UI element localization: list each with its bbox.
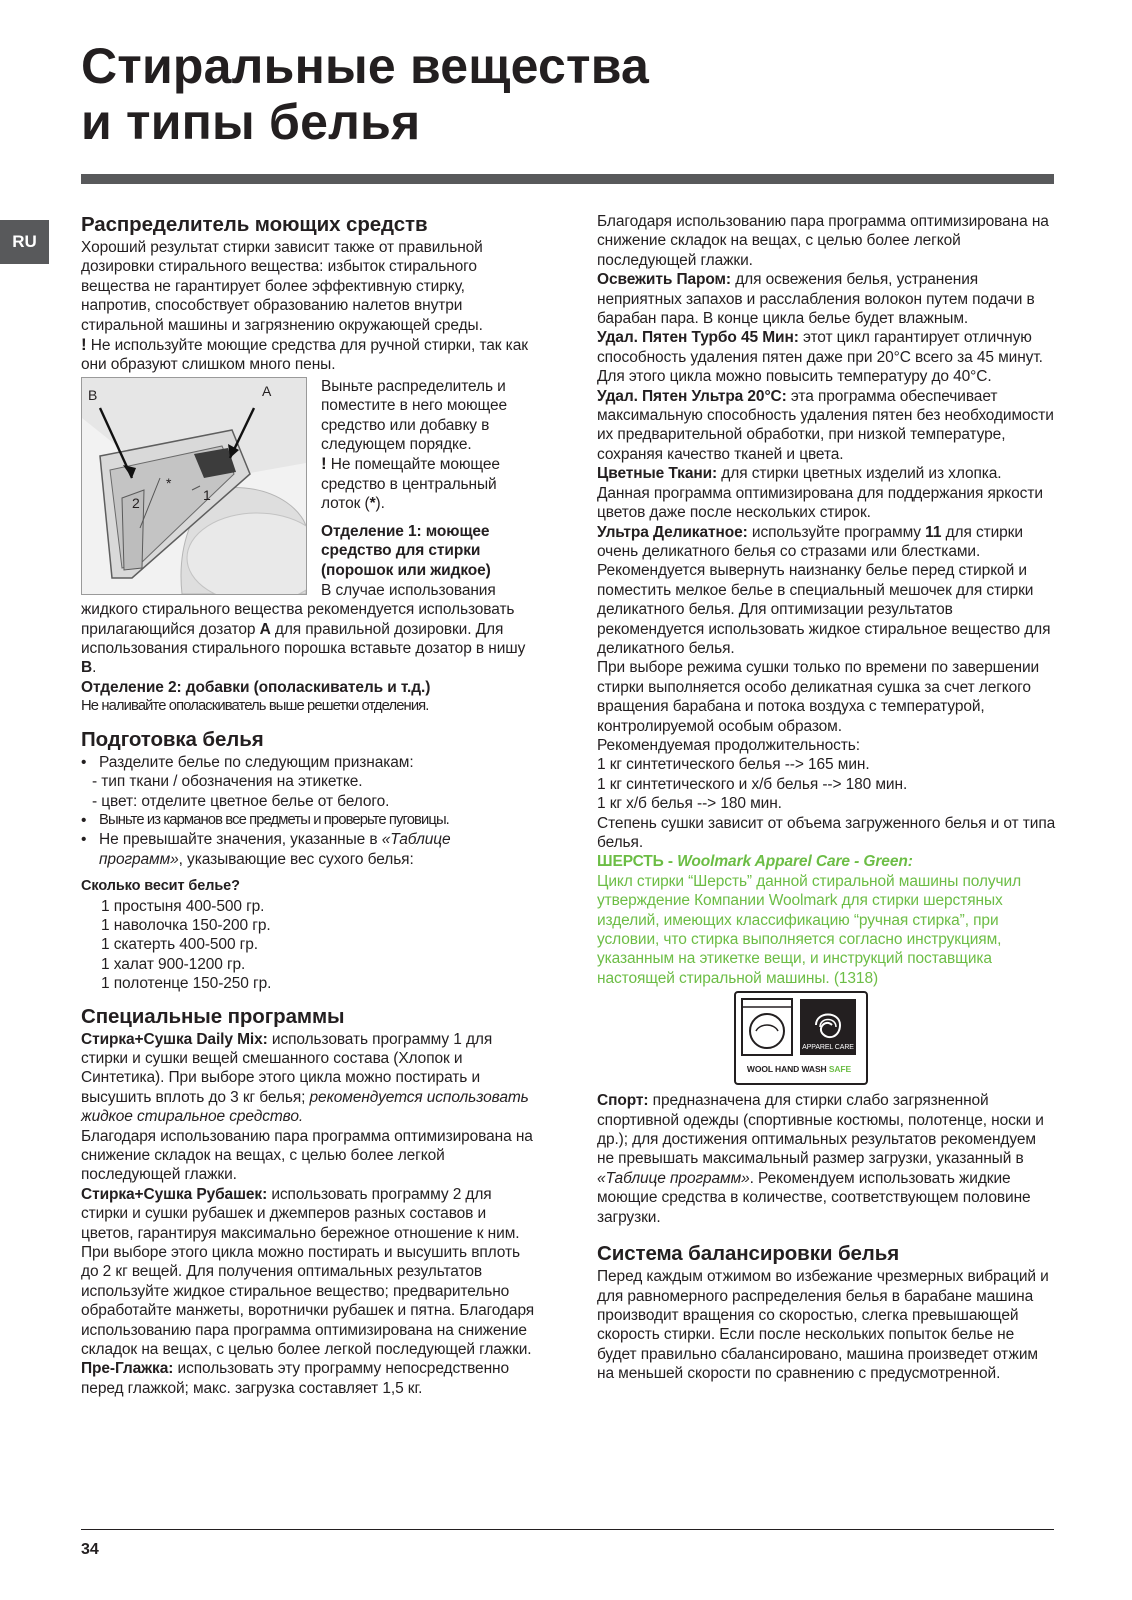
program-steam-refresh: Освежить Паром: для освежения белья, устранения неприятных запахов и расслабления волокон путем подачи в барабан пара. В конце цикла белье будет влажным. bbox=[597, 271, 1035, 328]
list-item: • Выньте из карманов все предметы и проверьте пуговицы. bbox=[81, 811, 449, 829]
weight-item: 1 простыня 400-500 гр. bbox=[101, 897, 265, 915]
label-2: 2 bbox=[132, 494, 140, 511]
duration-item: 1 кг синтетического и х/б белья --> 180 мин. bbox=[597, 775, 908, 793]
weight-item: 1 полотенце 150-250 гр. bbox=[101, 975, 272, 993]
drying-degree-note: Степень сушки зависит от объема загруженного белья и от типа белья. bbox=[597, 814, 1056, 851]
label-b: B bbox=[88, 386, 98, 403]
list-item: • Разделите белье по следующим признакам: bbox=[81, 753, 414, 771]
delicate-drying: При выборе режима сушки только по времени по завершении стирки выполняется особо деликатная сушка за счет легкого вращения барабана и потока воздуха с температурой, контролируемой особым образом. bbox=[597, 659, 1040, 735]
weight-item: 1 наволочка 150-200 гр. bbox=[101, 916, 271, 934]
dispenser-heading: Распределитель моющих средств bbox=[81, 213, 428, 236]
delicate-advice: Рекомендуется вывернуть наизнанку белье перед стиркой и поместить мелкое белье в специальный мешочек для стирки деликатного белья. Для оптимизации результатов рекомендуется использовать жидкое стиральное вещество для деликатного белья. bbox=[597, 562, 1051, 657]
title-line-1: Стиральные вещества bbox=[81, 38, 649, 94]
dispenser-figure-block bbox=[81, 377, 537, 631]
dispenser-drawing bbox=[82, 378, 306, 594]
duration-title: Рекомендуемая продолжительность: bbox=[597, 736, 860, 754]
balance-heading: Система балансировки белья bbox=[597, 1242, 900, 1266]
program-sport: Спорт: предназначена для стирки слабо загрязненной спортивной одежды (спортивные костюмы, полотенце, носки и др.); для достижения оптимальных результатов рекомендуем не превышать максимальный размер загрузки, указанный в «Таблице программ». Рекомендуем использовать жидкие моющие средства в количестве, соответствующем половине загрузки. bbox=[597, 1092, 1044, 1226]
balance-text: Перед каждым отжимом во избежание чрезмерных вибраций и для равномерного распределения белья в барабане машина производит вращения со скоростью, слегка превышающей скорость стирки. Если после нескольких попыток белье не будет правильно сбалансировано, машина произведет отжим на меньшей скорости по сравнению с предусмотренной. bbox=[597, 1268, 1049, 1383]
program-stain-ultra: Удал. Пятен Ультра 20°С: эта программа обеспечивает максимальную способность удаления пятен без необходимости их предварительной обработки, при низкой температуре, сохраняя качество тканей и цвета. bbox=[597, 387, 1054, 463]
figure-side-text bbox=[321, 377, 537, 580]
center-tray-warning: ! Не помещайте моющее средство в центральный лоток (*). bbox=[321, 454, 500, 513]
page-title bbox=[81, 38, 649, 150]
label-star: * bbox=[166, 474, 172, 491]
title-line-2: и типы белья bbox=[81, 94, 421, 150]
steam-note: Благодаря использованию пара программа оптимизирована на снижение складок на вещах, с целью более легкой последующей глажки. bbox=[597, 213, 1049, 269]
program-colours: Цветные Ткани: для стирки цветных изделий из хлопка. Данная программа оптимизирована для поддержания яркости цветов даже после нескольких стирок. bbox=[597, 465, 1043, 522]
label-a: A bbox=[262, 382, 272, 399]
compartment-2-text: Не наливайте ополаскиватель выше решетки отделения. bbox=[81, 698, 429, 715]
weights-title: Сколько весит белье? bbox=[81, 878, 240, 895]
wool-title: ШЕРСТЬ - Woolmark Apparel Care - Green: bbox=[597, 853, 913, 871]
list-subitem: - тип ткани / обозначения на этикетке. bbox=[92, 773, 363, 791]
compartment-2-title: Отделение 2: добавки (ополаскиватель и т.д.) bbox=[81, 678, 431, 696]
program-daily-mix: Стирка+Сушка Daily Mix: использовать программу 1 для стирки и сушки вещей смешанного состава (Хлопок и Синтетика). При выборе этого цикла можно постирать и высушить вплоть до 3 кг белья; рекомендуется использовать жидкое стиральное средство. bbox=[81, 1030, 529, 1126]
warning-icon: ! bbox=[321, 454, 327, 474]
title-rule bbox=[81, 174, 1054, 184]
program-stain-turbo: Удал. Пятен Турбо 45 Мин: этот цикл гарантирует отличную способность удаления пятен даже при 20°С всего за 45 минут. Для этого цикла можно повысить температуру до 40°С. bbox=[597, 329, 1043, 386]
warning-icon: ! bbox=[81, 335, 87, 355]
label-1: 1 bbox=[203, 486, 211, 503]
language-tab: RU bbox=[0, 220, 49, 264]
dispenser-instructions: Выньте распределитель и поместите в него моющее средство или добавку в следующем порядке. bbox=[321, 377, 508, 454]
logo-apparel-care: APPAREL CARE bbox=[802, 1044, 854, 1052]
steam-note: Благодаря использованию пара программа оптимизирована на снижение складок на вещах, с целью более легкой последующей глажки. bbox=[81, 1127, 533, 1184]
woolmark-icon bbox=[736, 993, 862, 1079]
special-heading: Специальные программы bbox=[81, 1004, 345, 1028]
weight-item: 1 халат 900-1200 гр. bbox=[101, 955, 246, 973]
prep-heading: Подготовка белья bbox=[81, 727, 264, 751]
compartment-1-text: В случае использования жидкого стирального вещества рекомендуется использовать прилагающийся дозатор A для правильной дозировки. Для использования стирального порошка вставьте дозатор в нишу B. bbox=[81, 581, 526, 677]
program-pre-iron: Пре-Глажка: использовать эту программу непосредственно перед глажкой; макс. загрузка составляет 1,5 кг. bbox=[81, 1360, 510, 1397]
weight-item: 1 скатерть 400-500 гр. bbox=[101, 936, 258, 954]
list-subitem: - цвет: отделите цветное белье от белого. bbox=[92, 792, 390, 810]
dispenser-warning: ! Не используйте моющие средства для ручной стирки, так как они образуют слишком много пены. bbox=[81, 335, 528, 374]
program-shirts: Стирка+Сушка Рубашек: использовать программу 2 для стирки и сушки рубашек и джемперов разных составов и цветов, гарантируя максимально бережное отношение к ним. При выборе этого цикла можно постирать и высушить вплоть до 2 кг вещей. Для получения оптимальных результатов используйте жидкое стиральное вещество; предварительно обработайте манжеты, воротнички рубашек и пятна. Благодаря использованию пара программа оптимизирована на снижение складок на вещах, с целью более легкой последующей глажки. bbox=[81, 1185, 535, 1359]
program-ultra-delicate: Ультра Деликатное: используйте программу 11 для стирки очень деликатного белья со стразами или блестками. bbox=[597, 523, 1023, 560]
duration-item: 1 кг х/б белья --> 180 мин. bbox=[597, 795, 782, 813]
dispenser-intro: Хороший результат стирки зависит также от правильной дозировки стирального вещества: избыток стирального вещества не гарантирует более эффективную стирку, напротив, способствует образованию налетов внутри стиральной машины и загрязнению окружающей среды. bbox=[81, 239, 483, 334]
footer-rule bbox=[81, 1529, 1054, 1530]
duration-item: 1 кг синтетического белья --> 165 мин. bbox=[597, 756, 870, 774]
woolmark-logo bbox=[734, 991, 868, 1085]
right-column bbox=[597, 212, 1057, 1384]
page-number: 34 bbox=[81, 1541, 99, 1558]
logo-wool-hand-wash: WOOL HAND WASH SAFE bbox=[746, 1064, 852, 1075]
dispenser-illustration bbox=[81, 377, 307, 595]
wool-text: Цикл стирки “Шерсть” данной стиральной машины получил утверждение Компании Woolmark для стирки шерстяных изделий, имеющих классификацию “ручная стирка”, при условии, что стирка выполняется согласно инструкциям, указанным на этикетке вещи, и инструкций поставщика настоящей стиральной машины. (1318) bbox=[597, 872, 1022, 987]
list-item: • Не превышайте значения, указанные в «Таблице программ», указывающие вес сухого белья: bbox=[81, 831, 451, 868]
compartment-1-title: Отделение 1: моющее средство для стирки (порошок или жидкое) bbox=[321, 522, 491, 579]
left-column bbox=[81, 212, 537, 1398]
